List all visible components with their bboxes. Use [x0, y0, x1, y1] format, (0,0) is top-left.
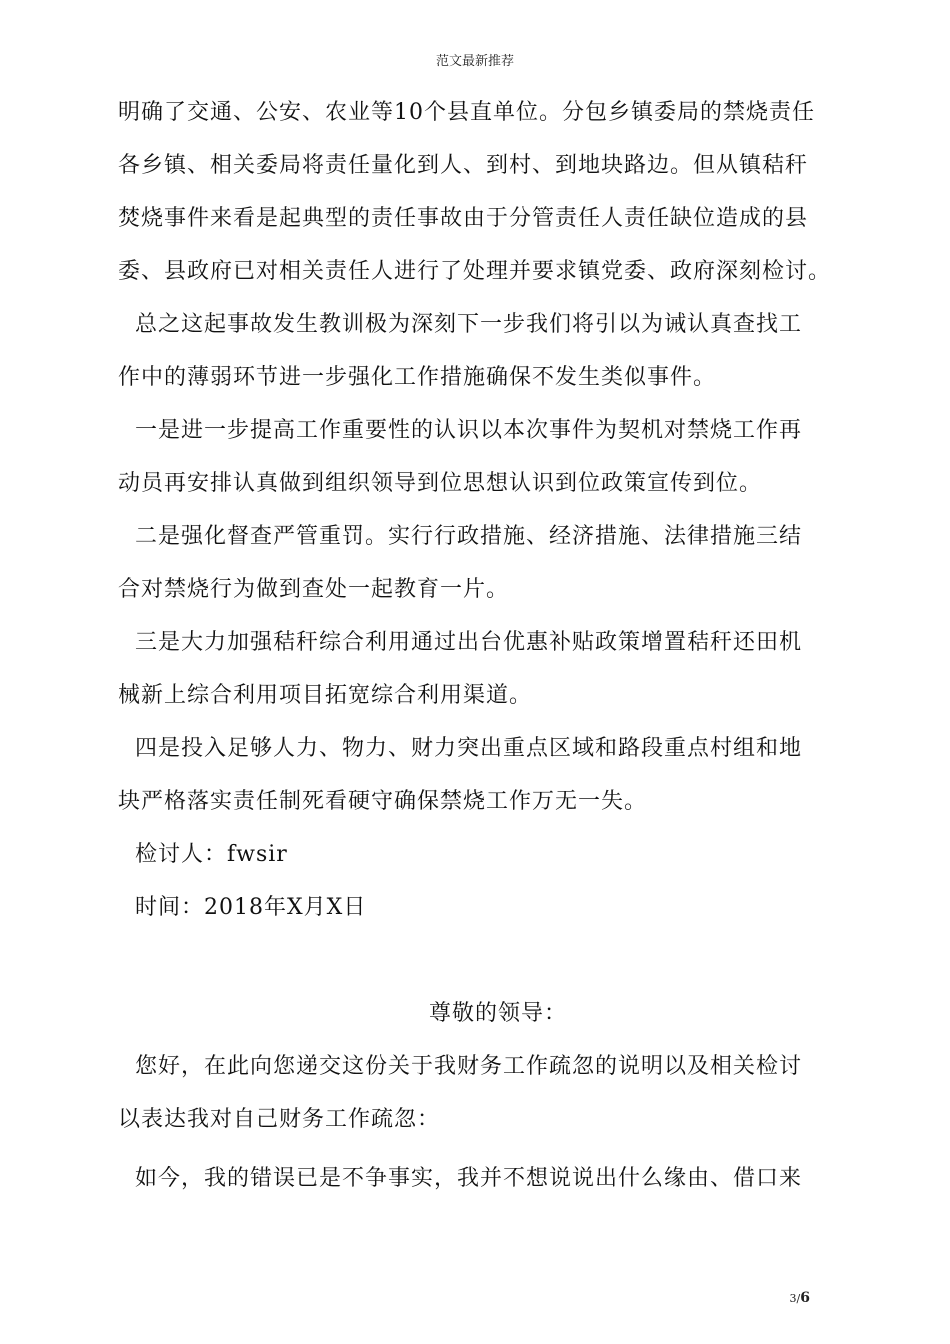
page-number-total: 6 [800, 1290, 810, 1306]
body-line: 一是进一步提高工作重要性的认识以本次事件为契机对禁烧工作再 [135, 418, 803, 443]
body-line: 械新上综合利用项目拓宽综合利用渠道。 [118, 683, 533, 708]
signature-line: 检讨人：fwsir [135, 842, 288, 867]
date-line: 时间：2018年X月X日 [135, 895, 367, 920]
body-line: 合对禁烧行为做到查处一起教育一片。 [118, 577, 510, 602]
body-line: 四是投入足够人力、物力、财力突出重点区域和路段重点村组和地 [135, 736, 803, 761]
body-line: 委、县政府已对相关责任人进行了处理并要求镇党委、政府深刻检讨。 [118, 259, 832, 284]
body-line: 动员再安排认真做到组织领导到位思想认识到位政策宣传到位。 [118, 471, 763, 496]
page-header-title: 范文最新推荐 [435, 54, 514, 69]
body-line: 作中的薄弱环节进一步强化工作措施确保不发生类似事件。 [118, 365, 717, 390]
body-line: 如今，我的错误已是不争事实，我并不想说说出什么缘由、借口来 [135, 1166, 803, 1191]
body-line: 总之这起事故发生教训极为深刻下一步我们将引以为诫认真查找工 [135, 312, 803, 337]
page-number-current: 3/ [789, 1292, 801, 1305]
body-line: 您好，在此向您递交这份关于我财务工作疏忽的说明以及相关检讨 [135, 1054, 803, 1079]
section-spacer [118, 934, 838, 987]
body-line: 二是强化督查严管重罚。实行行政措施、经济措施、法律措施三结 [135, 524, 803, 549]
body-line: 各乡镇、相关委局将责任量化到人、到村、到地块路边。但从镇秸秆 [118, 153, 809, 178]
body-line: 以表达我对自己财务工作疏忽： [118, 1107, 441, 1132]
page-number [790, 1290, 810, 1306]
body-line: 块严格落实责任制死看硬守确保禁烧工作万无一失。 [118, 789, 648, 814]
letter-greeting: 尊敬的领导： [428, 1001, 567, 1026]
document-body [118, 86, 838, 1205]
body-line: 焚烧事件来看是起典型的责任事故由于分管责任人责任缺位造成的县 [118, 206, 809, 231]
body-line: 明确了交通、公安、农业等10个县直单位。分包乡镇委局的禁烧责任 [118, 100, 815, 125]
body-line: 三是大力加强秸秆综合利用通过出台优惠补贴政策增置秸秆还田机 [135, 630, 803, 655]
